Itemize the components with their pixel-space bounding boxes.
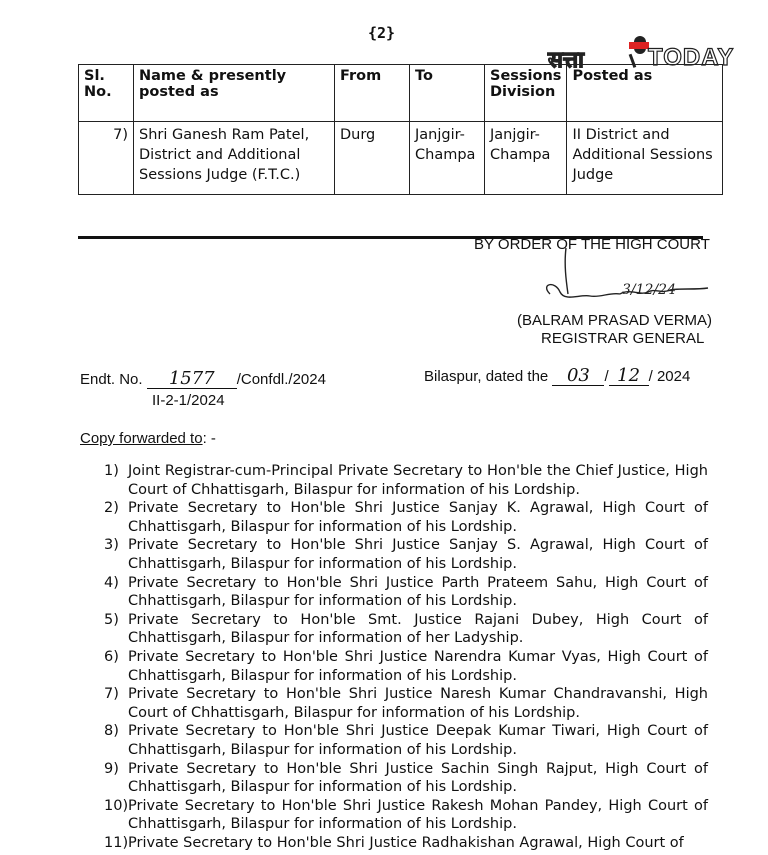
- list-item-text: Private Secretary to Hon'ble Shri Justice Rakesh Mohan Pandey, High Court of Chhattisgarh, Bilaspur for information of his Lordship.: [128, 797, 708, 833]
- list-item: [104, 722, 708, 759]
- list-item-text: Private Secretary to Hon'ble Shri Justice Radhakishan Agrawal, High Court of: [128, 834, 684, 851]
- list-item-text: Private Secretary to Hon'ble Shri Justice Sanjay S. Agrawal, High Court of Chhattisgarh, Bilaspur for information of his Lordship.: [128, 537, 708, 572]
- list-item-number: 9): [104, 760, 119, 777]
- list-item: [104, 462, 708, 499]
- list-item-text: Private Secretary to Hon'ble Shri Justice Sanjay K. Agrawal, High Court of Chhattisgarh, Bilaspur for information of his Lordship.: [128, 500, 708, 535]
- list-item-number: 4): [104, 574, 119, 591]
- watermark-today-text: TODAY: [648, 44, 735, 71]
- by-order-text: BY ORDER OF THE HIGH COURT: [474, 236, 710, 253]
- list-item-number: 11): [104, 834, 129, 851]
- endorsement-reference: II-2-1/2024: [152, 392, 225, 409]
- endorsement-number: [80, 370, 326, 389]
- dated-prefix: Bilaspur, dated the: [424, 368, 549, 385]
- list-item-number: 8): [104, 723, 119, 740]
- list-item-text: Private Secretary to Hon'ble Shri Justice Naresh Kumar Chandravanshi, High Court of Chhattisgarh, Bilaspur for information of his Lordship.: [128, 686, 708, 721]
- list-item: [104, 648, 708, 685]
- dated-day: 03: [552, 367, 604, 386]
- header-to: To: [410, 65, 485, 122]
- list-item: [104, 574, 708, 611]
- list-item-text: Private Secretary to Hon'ble Shri Justice Narendra Kumar Vyas, High Court of Chhattisgarh, Bilaspur for information of his Lordship.: [128, 648, 708, 684]
- list-item-number: 2): [104, 500, 119, 517]
- list-item: [104, 611, 708, 648]
- cell-sl-no: 7): [79, 122, 134, 195]
- copy-forwarded-heading: [80, 430, 216, 447]
- table-header-row: [79, 65, 723, 122]
- list-item-text: Private Secretary to Hon'ble Shri Justice Deepak Kumar Tiwari, High Court of Chhattisgarh, Bilaspur for information of his Lordship.: [128, 723, 708, 758]
- posting-table: [78, 64, 723, 195]
- page-number: {2}: [368, 24, 396, 42]
- dated-month: 12: [609, 367, 649, 386]
- list-item-text: Joint Registrar-cum-Principal Private Secretary to Hon'ble the Chief Justice, High Court of Chhattisgarh, Bilaspur for information of his Lordship.: [128, 463, 708, 498]
- recipient-list: [104, 462, 708, 852]
- list-item-text: Private Secretary to Hon'ble Shri Justice Sachin Singh Rajput, High Court of Chhattisgarh, Bilaspur for information of his Lordship.: [128, 760, 708, 796]
- dated-year: 2024: [656, 368, 691, 385]
- list-item-text: Private Secretary to Hon'ble Shri Justice Parth Prateem Sahu, High Court of Chhattisgarh, Bilaspur for information of his Lordship.: [128, 574, 708, 610]
- list-item: [104, 834, 708, 853]
- list-item-number: 7): [104, 686, 119, 703]
- header-posted-as: Posted as: [567, 65, 723, 122]
- header-name: Name & presently posted as: [134, 65, 335, 122]
- list-item: [104, 760, 708, 797]
- copy-forwarded-label: Copy forwarded to: [80, 430, 203, 447]
- header-sl-no: Sl. No.: [79, 65, 134, 122]
- signature-date: 3/12/24: [622, 282, 676, 298]
- list-item-number: 1): [104, 463, 119, 479]
- table-row: [79, 122, 723, 195]
- endorsement-handwritten-number: 1577: [147, 370, 237, 389]
- endorsement-suffix: /Confdl./2024: [236, 371, 326, 388]
- list-item: [104, 499, 708, 536]
- endorsement-prefix: Endt. No.: [80, 371, 143, 388]
- list-item: [104, 685, 708, 722]
- list-item: [104, 797, 708, 834]
- copy-forwarded-suffix: : -: [202, 430, 216, 447]
- list-item-number: 5): [104, 611, 119, 628]
- dated-line: Bilaspur, dated the 03 / 12 / 2024: [424, 365, 691, 386]
- cell-to: Janjgir-Champa: [410, 122, 485, 195]
- list-item-number: 10): [104, 797, 129, 814]
- signer-name: (BALRAM PRASAD VERMA): [517, 312, 713, 329]
- list-item-text: Private Secretary to Hon'ble Smt. Justice Rajani Dubey, High Court of Chhattisgarh, Bilaspur for information of her Ladyship.: [128, 611, 708, 647]
- signer-title: REGISTRAR GENERAL: [541, 330, 705, 347]
- cell-sessions-division: Janjgir-Champa: [485, 122, 567, 195]
- watermark-hindi-text: सत्ता: [548, 48, 584, 73]
- cell-posted-as: II District and Additional Sessions Judge: [567, 122, 723, 195]
- header-sessions-division: Sessions Division: [485, 65, 567, 122]
- cell-from: Durg: [335, 122, 410, 195]
- list-item-number: 3): [104, 537, 119, 554]
- list-item: [104, 536, 708, 573]
- header-from: From: [335, 65, 410, 122]
- cell-name: Shri Ganesh Ram Patel, District and Additional Sessions Judge (F.T.C.): [134, 122, 335, 195]
- list-item-number: 6): [104, 648, 119, 665]
